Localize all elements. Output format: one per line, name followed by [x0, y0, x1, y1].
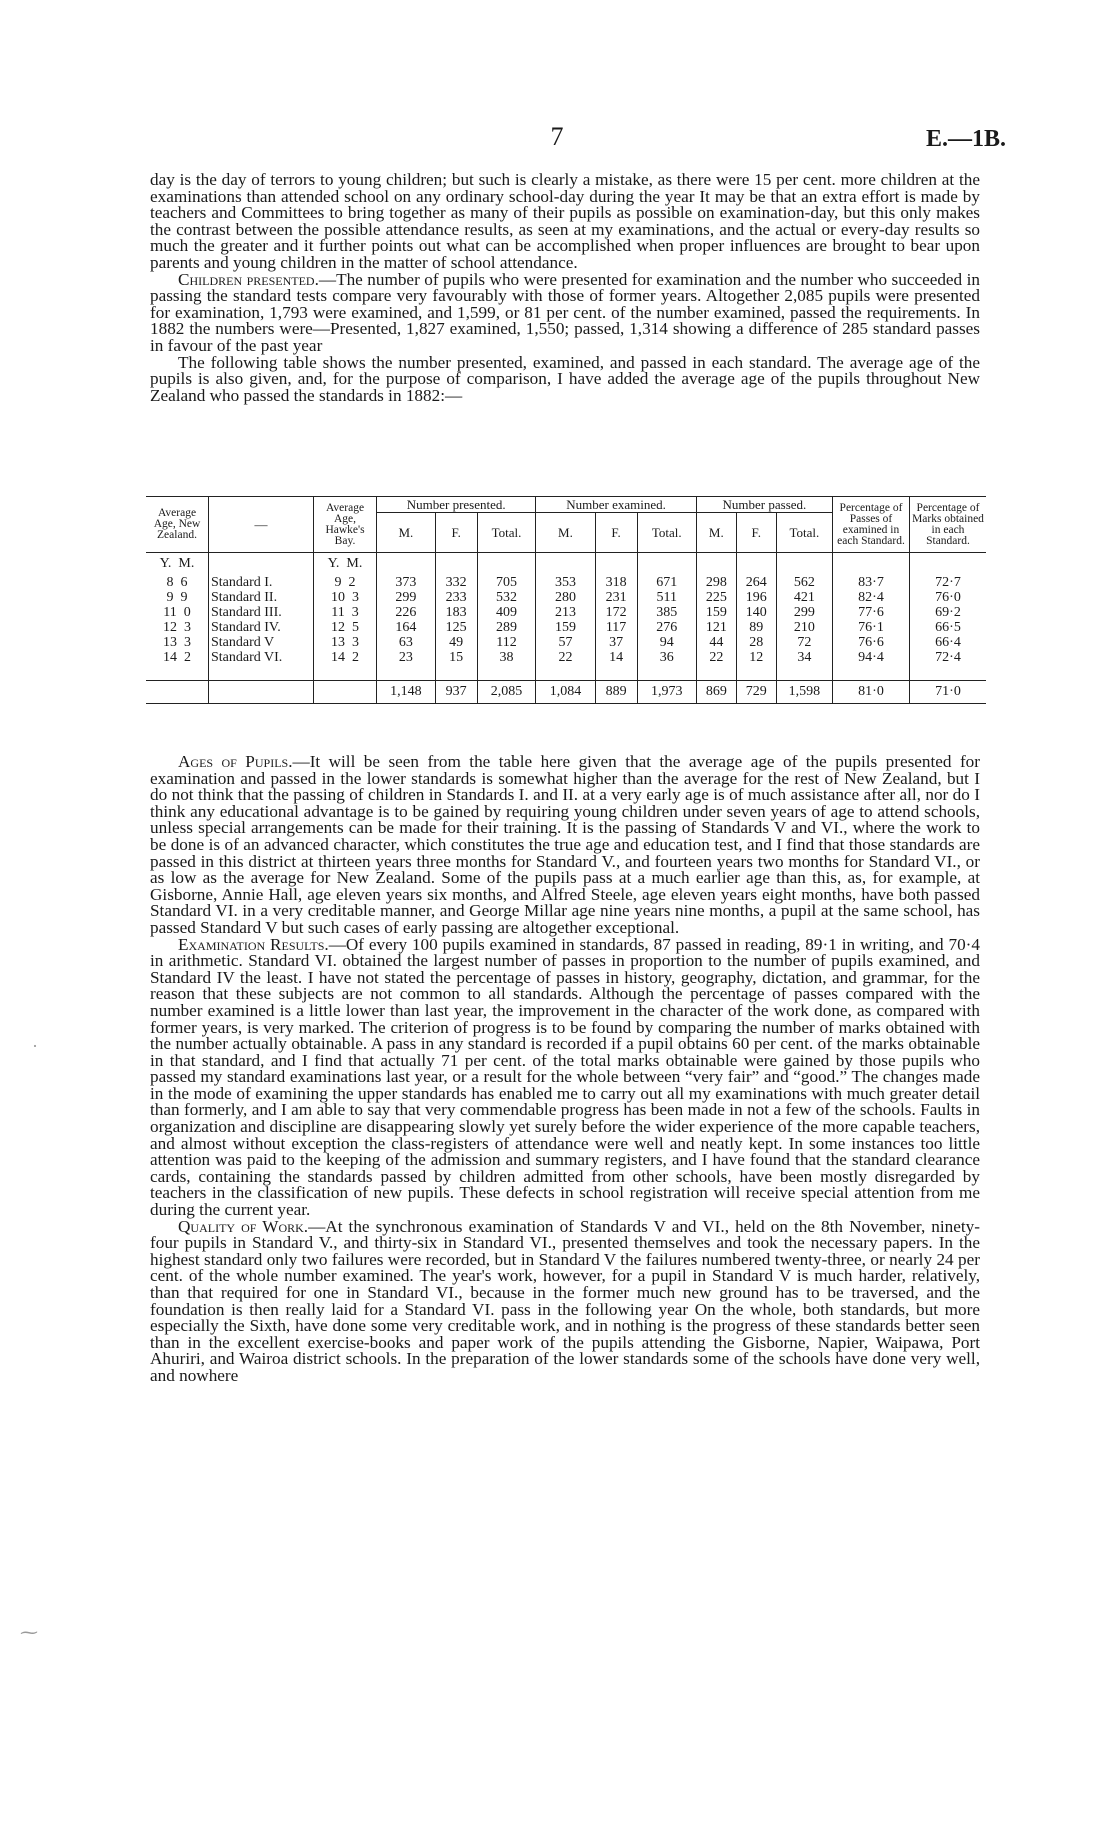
- header-presented: Number presented.: [377, 497, 536, 513]
- quality-of-work-paragraph: [150, 1216, 980, 1385]
- standards-table: [146, 496, 986, 704]
- examination-results-heading: Examination Results.: [178, 934, 329, 954]
- unit-months: M.: [178, 556, 195, 572]
- margin-mark: ·: [32, 1036, 38, 1056]
- table-row: 9 9 Standard II. 10 3 299 233 532 280 231 511 225 196 421 82·4 76·0: [146, 590, 986, 605]
- intro-section: [150, 172, 980, 404]
- header-avg-age-nz: Average Age, New Zealand.: [146, 497, 209, 553]
- standard-label: Standard III.: [209, 605, 314, 620]
- header-pct-passes: Percentage of Passes of examined in each Standard.: [833, 497, 910, 553]
- header-passed-m: M.: [696, 513, 736, 553]
- header-passed: Number passed.: [696, 497, 832, 513]
- children-presented-heading: Children presented.: [178, 269, 319, 289]
- unit-years: Y.: [327, 556, 340, 572]
- ages-of-pupils-body: —It will be seen from the table here given that the average age of the pupils presented for examination and passed in the lower standards is somewhat higher than the average for the rest of New Zealand, but I do not think that the passing of children in Standards I. and II. at a very early age is of much assistance after all, nor do I think any educational advantage is to be gained by requiring young children under seven years of age to attend schools, unless special arrangements can be made for their training. It is the passing of Standards V and VI., where the work to be done is of an advanced character, which constitutes the true age and education test, and I find that those standards are passed in this district at thirteen years three months for Standard V., and fourteen years two months for Standard VI., or as low as the average for New Zealand. Some of the pupils pass at a much earlier age than this, as, for example, at Gisborne, Annie Hall, age eleven years six months, and Alfred Steele, age eleven years eight months, have both passed Standard VI. in a very creditable manner, and George Millar age nine years nine months, a pupil at the same school, has passed Standard V but such cases of early passing are altogether exceptional.: [150, 752, 980, 937]
- quality-of-work-body: —At the synchronous examination of Standards V and VI., held on the 8th November, ninety-four pupils in Standard V., and thirty-six in Standard VI., presented themselves and took the necessary papers. In the highest standard only two failures were recorded, but in Standard V the failures numbered twenty-three, or nearly 24 per cent. of the whole number examined. The year's work, however, for a pupil in Standard V is much harder, relatively, than that required for one in Standard VI., because in the former much new ground has to be traversed, and the foundation is then really laid for a Standard VI. pass in the following year On the whole, both standards, but more especially the Sixth, have done some very creditable work, and in nothing is the progress of these standards better seen than in the excellent exercise-books and paper work of the pupils attending the Gisborne, Napier, Waipawa, Port Ahuriri, and Wairoa district schools. In the preparation of the lower standards some of the schools have done very well, and nowhere: [150, 1216, 980, 1385]
- unit-row-nz: [146, 553, 209, 575]
- margin-mark: ⁓: [20, 1622, 38, 1642]
- examination-results-body: —Of every 100 pupils examined in standards, 87 passed in reading, 89·1 in writing, and 70·4 in arithmetic. Standard VI. obtained the largest number of passes in proportion to the number of pupils examined, and Standard IV the least. I have not stated the percentage of passes in history, geography, dictation, and grammar, for the reason that these subjects are not common to all standards. Although the percentage of passes compared with the number examined is a little lower than last year, the improvement in the character of the work done, as compared with former years, is very marked. The criterion of progress is to be found by comparing the number of marks obtained with the number actually obtainable. A pass in any standard is recorded if a pupil obtains 60 per cent. of the marks obtainable in that standard, and I find that actually 71 per cent. of the total marks obtainable were gained by those pupils who passed my standard examinations last year, or a result for the whole between “very fair” and “good.” The changes made in the mode of examining the upper standards has enabled me to carry out all my examinations with much greater detail than formerly, and I am able to say that very commendable progress has been made in not a few of the schools. Faults in organization and discipline are disappearing slowly yet surely before the wider experience of the more capable teachers, and almost without exception the class-registers of attendance were well and neatly kept. In some instances too little attention was paid to the keeping of the admission and summary registers, and I have found that the standard clearance cards, containing the standards passed by children admitted from other schools, have been mostly disregarded by teachers in the classification of new pupils. These defects in school registration will receive special attention from me during the current year.: [150, 934, 980, 1220]
- standard-label: Standard II.: [209, 590, 314, 605]
- body-section: [150, 754, 980, 1385]
- intro-paragraph: day is the day of terrors to young children; but such is clearly a mistake, as there were 15 per cent. more children at the examinations than attended school on any ordinary school-day during the year It may be that an extra effort is made by teachers and Committees to bring together as many of their pupils as possible on examination-day, but this only makes the contrast between the possible attendance results, as seen at my examinations, and the actual or every-day results so much the greater and it further points out what can be accomplished when proper influences are brought to bear upon parents and young children in the matter of school attendance.: [150, 170, 980, 272]
- table-row: 11 0 Standard III. 11 3 226 183 409 213 172 385 159 140 299 77·6 69·2: [146, 605, 986, 620]
- header-examined-m: M.: [536, 513, 595, 553]
- examination-results-paragraph: [150, 934, 980, 1220]
- header-presented-m: M.: [377, 513, 436, 553]
- table-row: 12 3 Standard IV. 12 5 164 125 289 159 117 276 121 89 210 76·1 66·5: [146, 620, 986, 635]
- ages-of-pupils-heading: Ages of Pupils.: [178, 752, 293, 771]
- header-avg-age-hb: Average Age, Hawke's Bay.: [314, 497, 377, 553]
- table-intro-paragraph: The following table shows the number presented, examined, and passed in each standard. The average age of the pupils is also given, and, for the purpose of comparison, I have added the average age of the pupils throughout New Zealand who passed the standards in 1882:—: [150, 352, 980, 405]
- table-row: 14 2 Standard VI. 14 2 23 15 38 22 14 36 22 12 34 94·4 72·4: [146, 650, 986, 665]
- ages-of-pupils-paragraph: [150, 754, 980, 937]
- header-examined-total: Total.: [637, 513, 696, 553]
- header-dash: —: [209, 497, 314, 553]
- standard-label: Standard V: [209, 635, 314, 650]
- standard-label: Standard IV.: [209, 620, 314, 635]
- children-presented-body: —The number of pupils who were presented for examination and the number who succeeded in passing the standard tests compare very favourably with those of former years. Altogether 2,085 pupils were presented for examination, 1,793 were examined, and 1,599, or 81 per cent. of the number examined, passed the requirements. In 1882 the numbers were—Presented, 1,827 examined, 1,550; passed, 1,314 showing a difference of 285 standard passes in favour of the past year: [150, 269, 980, 355]
- unit-months: M.: [346, 556, 363, 572]
- children-presented-paragraph: [150, 269, 980, 355]
- standard-label: Standard I.: [209, 575, 314, 590]
- header-pct-marks: Percentage of Marks obtained in each Standard.: [910, 497, 987, 553]
- table-row: 13 3 Standard V 13 3 63 49 112 57 37 94 44 28 72 76·6 66·4: [146, 635, 986, 650]
- header-passed-total: Total.: [776, 513, 832, 553]
- header-presented-total: Total.: [477, 513, 536, 553]
- page-number: 7: [550, 122, 564, 151]
- table-totals-row: 1,148 937 2,085 1,084 889 1,973 869 729 1,598 81·0 71·0: [146, 680, 986, 703]
- unit-years: Y.: [159, 556, 172, 572]
- standard-label: Standard VI.: [209, 650, 314, 665]
- table-row: 8 6 Standard I. 9 2 373 332 705 353 318 671 298 264 562 83·7 72·7: [146, 575, 986, 590]
- unit-row-hb: [314, 553, 377, 575]
- header-examined: Number examined.: [536, 497, 696, 513]
- document-reference: E.—1B.: [925, 126, 1006, 152]
- quality-of-work-heading: Quality of Work.: [178, 1216, 309, 1236]
- header-presented-f: F.: [435, 513, 477, 553]
- header-passed-f: F.: [736, 513, 776, 553]
- header-examined-f: F.: [595, 513, 637, 553]
